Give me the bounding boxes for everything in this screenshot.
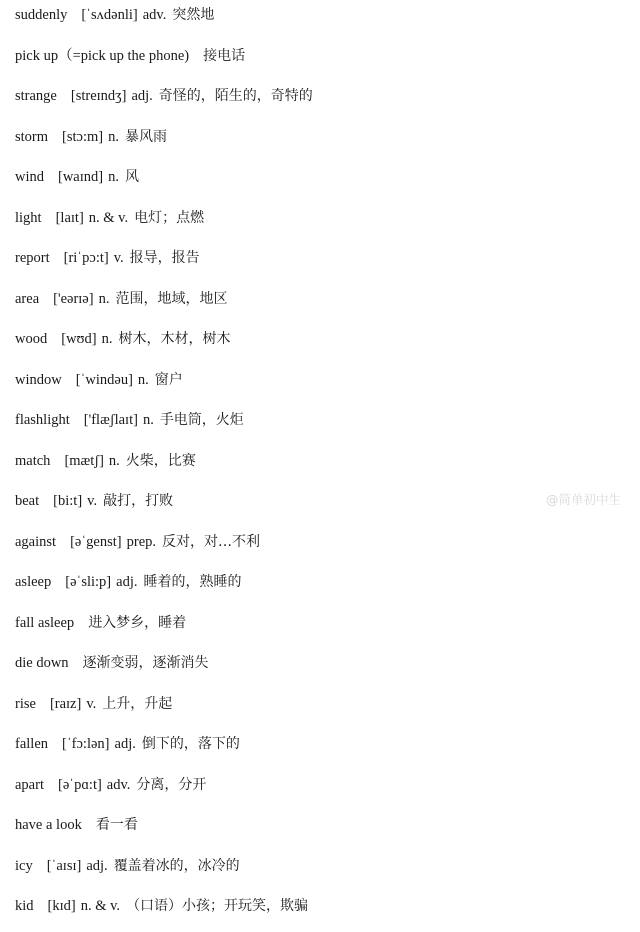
list-item xyxy=(15,648,625,689)
entry-word: area xyxy=(15,290,40,307)
entry-phonetic: [ˈwindəu] xyxy=(75,371,133,388)
entry-pos: v. xyxy=(87,493,98,509)
entry-meaning: 暴风雨 xyxy=(124,128,167,145)
entry-word: light xyxy=(15,209,42,226)
entry-word: icy xyxy=(15,857,33,874)
entry-meaning: 电灯；点燃 xyxy=(134,209,205,226)
entry-word: fall asleep xyxy=(15,614,75,631)
entry-pos: adj. xyxy=(86,857,108,874)
entry-pos: n. xyxy=(108,452,120,469)
entry-word: report xyxy=(15,250,50,266)
entry-word: die down xyxy=(15,655,69,671)
list-item xyxy=(15,891,625,932)
list-item xyxy=(15,527,625,568)
entry-phonetic: [ˈaɪsɪ] xyxy=(46,857,82,874)
entry-pos: adj. xyxy=(116,574,138,590)
entry-word: apart xyxy=(15,776,44,793)
entry-phonetic: [streɪndʒ] xyxy=(70,88,127,104)
entry-pos: n. xyxy=(108,128,119,145)
list-item xyxy=(15,203,625,244)
list-item xyxy=(15,689,625,730)
list-item xyxy=(15,41,625,82)
entry-phonetic: [ˈsʌdənli] xyxy=(81,7,138,23)
entry-pos: n. & v. xyxy=(80,898,121,914)
entry-word: kid xyxy=(15,898,34,914)
entry-phonetic: ['eərɪə] xyxy=(53,290,94,307)
entry-word: rise xyxy=(15,695,36,712)
entry-meaning: 覆盖着冰的，冰冷的 xyxy=(113,857,240,874)
entry-pos: n. xyxy=(101,331,113,347)
entry-phonetic: [əˈgenst] xyxy=(70,533,122,550)
entry-word: strange xyxy=(15,88,57,104)
list-item xyxy=(15,729,625,770)
entry-meaning: 逐渐变弱，逐渐消失 xyxy=(82,655,209,671)
entry-word: suddenly xyxy=(15,7,68,23)
list-item xyxy=(15,486,625,527)
entry-meaning: 上升，升起 xyxy=(102,695,173,712)
entry-phonetic: [stɔ:m] xyxy=(62,128,104,145)
entry-phonetic: [laɪt] xyxy=(55,209,84,226)
entry-pos: adv. xyxy=(106,776,131,793)
entry-word: have a look xyxy=(15,817,82,833)
entry-word: window xyxy=(15,371,62,388)
list-item xyxy=(15,810,625,851)
entry-pos: adj. xyxy=(131,88,153,104)
list-item xyxy=(15,446,625,487)
list-item xyxy=(15,162,625,203)
entry-meaning: 进入梦乡，睡着 xyxy=(88,614,187,631)
entry-pos: adv. xyxy=(142,7,167,23)
list-item xyxy=(15,405,625,446)
entry-phonetic: [bi:t] xyxy=(53,493,83,509)
entry-word: wood xyxy=(15,331,48,347)
entry-word: fallen xyxy=(15,736,49,752)
entry-word: against xyxy=(15,533,57,550)
entry-meaning: 敲打，打败 xyxy=(103,493,174,509)
list-item xyxy=(15,0,625,41)
entry-word: storm xyxy=(15,128,49,145)
entry-word: asleep xyxy=(15,574,52,590)
list-item xyxy=(15,770,625,811)
watermark: @简单初中生 xyxy=(546,492,622,507)
entry-meaning: 窗户 xyxy=(154,371,183,388)
entry-meaning: 树木，木材，树木 xyxy=(118,331,231,347)
list-item xyxy=(15,365,625,406)
entry-phonetic: [waɪnd] xyxy=(58,169,104,185)
entry-meaning: 火柴，比赛 xyxy=(125,452,196,469)
entry-meaning: 接电话 xyxy=(203,47,246,64)
entry-pos: v. xyxy=(86,695,97,712)
entry-pos: n. & v. xyxy=(88,209,129,226)
list-item xyxy=(15,243,625,284)
entry-meaning: （口语）小孩；开玩笑，欺骗 xyxy=(126,898,309,914)
entry-meaning: 睡着的，熟睡的 xyxy=(143,574,242,590)
entry-meaning: 分离，分开 xyxy=(136,776,207,793)
entry-phonetic: [əˈpɑ:t] xyxy=(57,776,102,793)
list-item xyxy=(15,324,625,365)
entry-meaning: 突然地 xyxy=(172,7,215,23)
entry-pos: n. xyxy=(98,290,110,307)
entry-meaning: 倒下的，落下的 xyxy=(141,736,240,752)
entry-word: beat xyxy=(15,493,40,509)
entry-meaning: 反对，对…不利 xyxy=(162,533,260,550)
entry-pos: n. xyxy=(142,412,154,428)
list-item xyxy=(15,567,625,608)
entry-phonetic: ['flæʃlaɪt] xyxy=(83,412,138,428)
entry-meaning: 范围，地域，地区 xyxy=(115,290,228,307)
entry-phonetic: [əˈsli:p] xyxy=(65,574,112,590)
entry-pos: v. xyxy=(113,250,124,266)
entry-meaning: 报导，报告 xyxy=(129,250,200,266)
entry-meaning: 看一看 xyxy=(95,817,138,833)
list-item xyxy=(15,284,625,325)
entry-pos: n. xyxy=(137,371,149,388)
list-item xyxy=(15,81,625,122)
entry-phonetic: [riˈpɔ:t] xyxy=(63,250,109,266)
entry-phonetic: [raɪz] xyxy=(49,695,82,712)
entry-word: match xyxy=(15,452,51,469)
entry-phonetic: [mætʃ] xyxy=(64,452,104,469)
entry-phonetic: [kɪd] xyxy=(47,898,76,914)
entry-word: pick up（=pick up the phone) xyxy=(15,47,190,64)
vocabulary-list xyxy=(15,0,625,932)
list-item xyxy=(15,122,625,163)
entry-pos: prep. xyxy=(126,533,156,550)
entry-phonetic: [ˈfɔ:lən] xyxy=(62,736,110,752)
entry-word: flashlight xyxy=(15,412,70,428)
list-item xyxy=(15,851,625,892)
entry-meaning: 手电筒，火炬 xyxy=(159,412,244,428)
entry-phonetic: [wʊd] xyxy=(61,331,97,347)
entry-word: wind xyxy=(15,169,44,185)
entry-pos: n. xyxy=(108,169,119,185)
entry-meaning: 风 xyxy=(124,169,139,185)
list-item xyxy=(15,608,625,649)
entry-pos: adj. xyxy=(114,736,136,752)
entry-meaning: 奇怪的，陌生的，奇特的 xyxy=(158,88,313,104)
